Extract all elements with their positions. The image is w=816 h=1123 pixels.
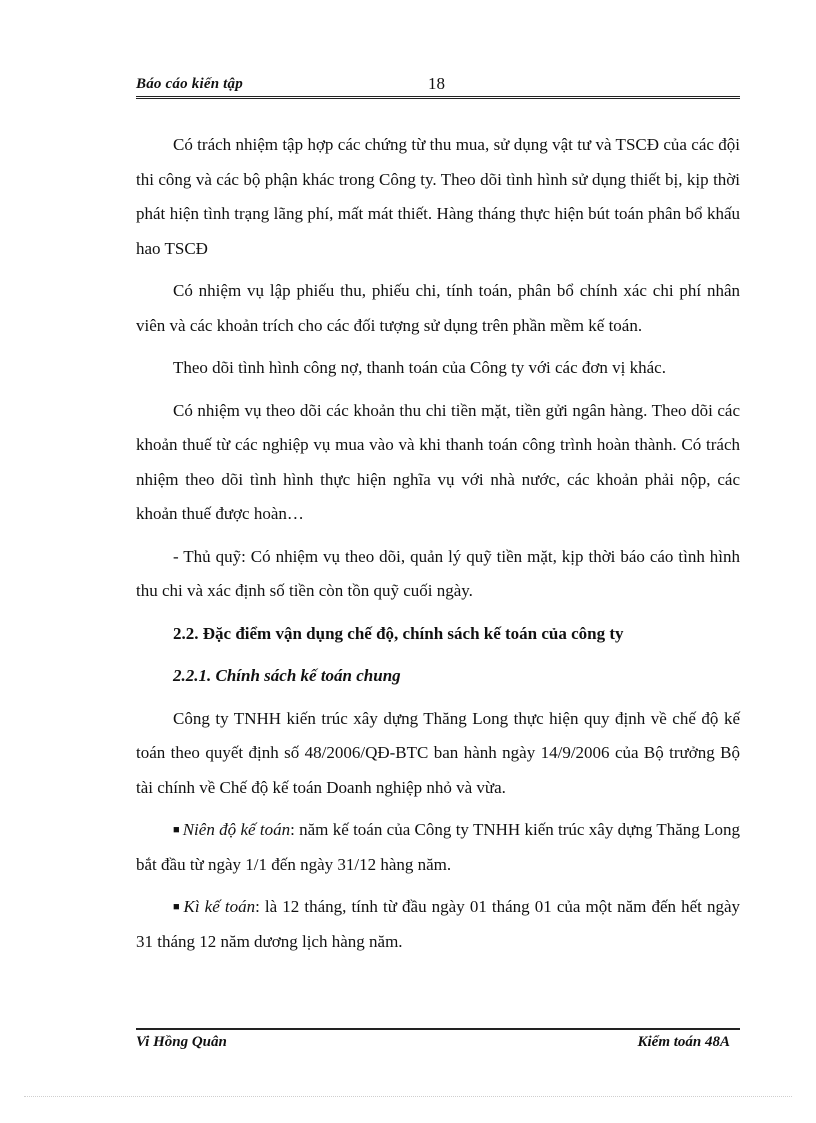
subsection-heading: 2.2.1. Chính sách kế toán chung: [173, 666, 401, 685]
bullet-text: : là 12 tháng, tính từ đầu ngày 01 tháng 01 của một năm đến hết ngày 31 tháng 12 năm dương lịch hàng năm.: [136, 897, 740, 951]
paragraph: Theo dõi tình hình công nợ, thanh toán của Công ty với các đơn vị khác.: [173, 358, 666, 377]
footer-author: Vi Hồng Quân: [136, 1034, 227, 1050]
bullet-item: [136, 813, 740, 882]
paragraph: Có trách nhiệm tập hợp các chứng từ thu mua, sử dụng vật tư và TSCĐ của các đội thi công và các bộ phận khác trong Công ty. Theo dõi tình hình sử dụng thiết bị, kịp thời phát hiện tình trạng lãng phí, mất mát thiết. Hàng tháng thực hiện bút toán phân bổ khấu hao TSCĐ: [136, 135, 740, 258]
page-number: 18: [428, 74, 445, 93]
page-header: [136, 76, 740, 99]
bullet-label: Niên độ kế toán: [182, 820, 291, 839]
bullet-label: Kì kế toán: [183, 897, 256, 916]
section-heading: 2.2. Đặc điểm vận dụng chế độ, chính sách kế toán của công ty: [173, 623, 624, 643]
paragraph: Có nhiệm vụ lập phiếu thu, phiếu chi, tính toán, phân bổ chính xác chi phí nhân viên và các khoản trích cho các đối tượng sử dụng trên phần mềm kế toán.: [136, 281, 740, 335]
bullet-text: : năm kế toán của Công ty TNHH kiến trúc xây dựng Thăng Long bắt đầu từ ngày 1/1 đến ngày 31/12 hàng năm.: [136, 820, 740, 874]
page-footer: [136, 1028, 740, 1050]
bullet-item: [136, 890, 740, 959]
header-title: Báo cáo kiến tập: [136, 76, 243, 92]
square-bullet-icon: ■: [173, 901, 181, 913]
paragraph: - Thủ quỹ: Có nhiệm vụ theo dõi, quản lý quỹ tiền mặt, kịp thời báo cáo tình hình thu chi và xác định số tiền còn tồn quỹ cuối ngày.: [136, 546, 740, 600]
footer-class: Kiểm toán 48A: [637, 1034, 730, 1050]
paragraph: Có nhiệm vụ theo dõi các khoản thu chi tiền mặt, tiền gửi ngân hàng. Theo dõi các khoản thuế từ các nghiệp vụ mua vào và khi thanh toán công trình hoàn thành. Có trách nhiệm theo dõi tình hình thực hiện nghĩa vụ với nhà nước, các khoản phải nộp, các khoản thuế được hoàn…: [136, 400, 740, 523]
square-bullet-icon: ■: [173, 824, 180, 836]
page-bottom-divider: [24, 1096, 792, 1097]
document-body: [136, 128, 740, 967]
paragraph: Công ty TNHH kiến trúc xây dựng Thăng Long thực hiện quy định về chế độ kế toán theo quyết định số 48/2006/QĐ-BTC ban hành ngày 14/9/2006 của Bộ trưởng Bộ tài chính về Chế độ kế toán Doanh nghiệp nhỏ và vừa.: [136, 708, 740, 797]
